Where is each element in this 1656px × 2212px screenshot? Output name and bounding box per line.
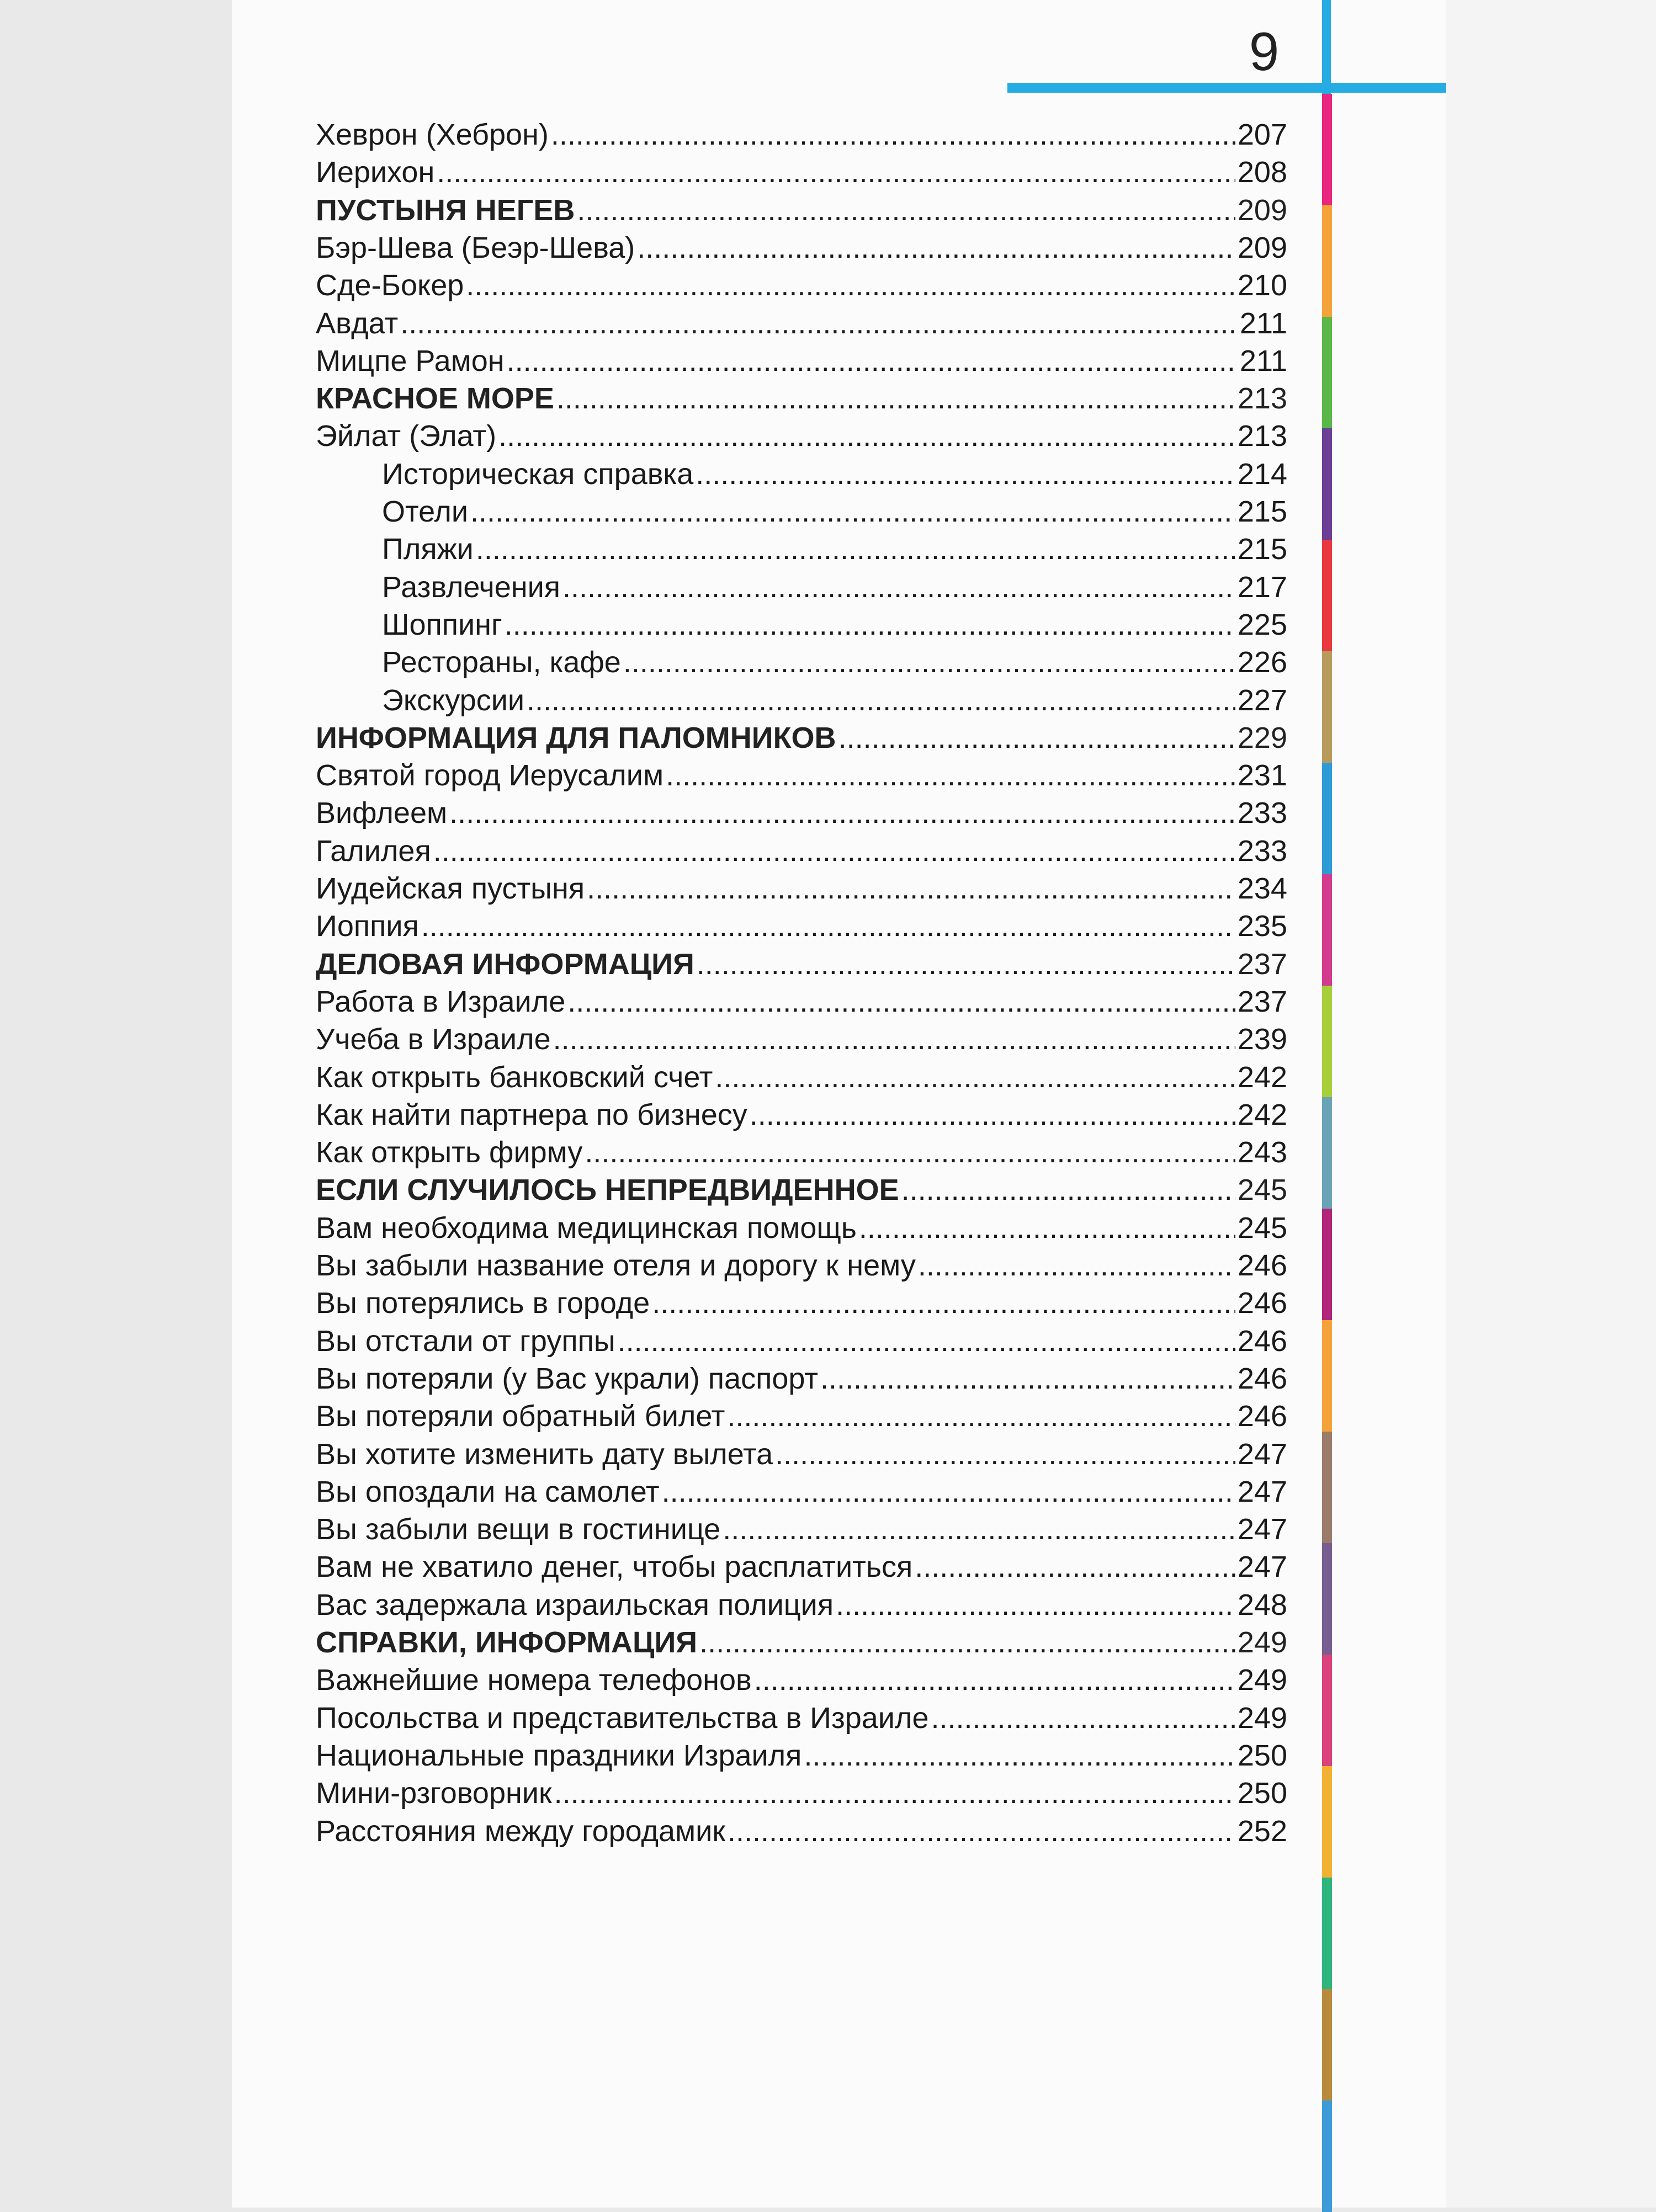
toc-entry-title: Галилея (316, 834, 431, 868)
toc-entry (316, 1134, 1287, 1171)
toc-entry-page: 246 (1237, 1400, 1287, 1433)
toc-entry-title: Сде-Бокер (316, 269, 464, 302)
toc-entry (316, 1096, 1287, 1134)
toc-entry-title: ЕСЛИ СЛУЧИЛОСЬ НЕПРЕДВИДЕННОЕ (316, 1173, 899, 1207)
toc-entry-page: 237 (1237, 985, 1287, 1018)
dot-leader (696, 455, 1235, 493)
toc-entry (316, 1397, 1287, 1435)
color-tab (1322, 1097, 1332, 1209)
dot-leader (527, 682, 1235, 719)
toc-entry (316, 153, 1287, 191)
toc-entry-page: 250 (1237, 1777, 1287, 1810)
toc-section-heading (316, 1171, 1287, 1209)
dot-leader (723, 1511, 1235, 1548)
toc-entry-title: Вы хотите изменить дату вылета (316, 1437, 773, 1471)
toc-entry (316, 682, 1287, 719)
toc-entry-title: КРАСНОЕ МОРЕ (316, 382, 554, 416)
dot-leader (498, 417, 1235, 455)
toc-entry (316, 530, 1287, 568)
dot-leader (666, 757, 1235, 794)
toc-entry-title: ПУСТЫНЯ НЕГЕВ (316, 193, 575, 227)
toc-entry-title: Бэр-Шева (Беэр-Шева) (316, 231, 635, 264)
dot-leader (697, 945, 1235, 983)
toc-entry-page: 227 (1237, 683, 1287, 717)
dot-leader (820, 1360, 1235, 1397)
toc-section-heading (316, 719, 1287, 757)
color-tab (1322, 651, 1332, 763)
dot-leader (507, 342, 1238, 380)
toc-entry-page: 213 (1237, 419, 1287, 453)
dot-leader (804, 1737, 1235, 1774)
toc-entry-title: Вы забыли название отеля и дорогу к нему (316, 1249, 916, 1282)
toc-entry-page: 210 (1237, 269, 1287, 302)
toc-entry-title: Вы отстали от группы (316, 1324, 615, 1358)
toc-entry-page: 245 (1237, 1211, 1287, 1245)
toc-entry-page: 214 (1237, 457, 1287, 491)
toc-entry (316, 1737, 1287, 1774)
toc-entry (316, 229, 1287, 267)
toc-entry (316, 1209, 1287, 1247)
dot-leader (618, 1322, 1235, 1360)
toc-entry-page: 247 (1237, 1437, 1287, 1471)
toc-entry-title: Эйлат (Элат) (316, 419, 497, 453)
dot-leader (585, 1134, 1235, 1171)
toc-entry-title: ДЕЛОВАЯ ИНФОРМАЦИЯ (316, 947, 694, 981)
toc-entry-page: 225 (1237, 608, 1287, 641)
dot-leader (400, 305, 1238, 342)
color-tab (1322, 94, 1332, 205)
toc-entry-title: Как открыть банковский счет (316, 1060, 713, 1094)
toc-entry (316, 1247, 1287, 1284)
toc-entry (316, 870, 1287, 907)
color-tab (1322, 540, 1332, 651)
dot-leader (505, 606, 1235, 644)
dot-leader (715, 1059, 1235, 1096)
toc-entry-page: 246 (1237, 1362, 1287, 1395)
toc-entry (316, 1774, 1287, 1812)
dot-leader (931, 1699, 1235, 1737)
toc-entry-title: Мицпе Рамон (316, 344, 505, 377)
toc-entry-title: Учеба в Израиле (316, 1023, 551, 1056)
toc-entry-page: 215 (1237, 495, 1287, 528)
toc-entry-title: Развлечения (382, 570, 560, 604)
toc-entry (316, 1473, 1287, 1511)
color-tab (1322, 1766, 1332, 1878)
toc-entry-title: Иудейская пустыня (316, 872, 585, 905)
toc-entry-page: 235 (1237, 910, 1287, 943)
toc-entry-page: 217 (1237, 570, 1287, 604)
toc-entry-title: Вифлеем (316, 796, 448, 830)
color-tab (1322, 205, 1332, 317)
toc-entry-page: 209 (1237, 193, 1287, 227)
toc-entry (316, 568, 1287, 606)
toc-entry-page: 234 (1237, 872, 1287, 905)
toc-entry (316, 267, 1287, 304)
dot-leader (662, 1473, 1235, 1511)
dot-leader (915, 1548, 1235, 1586)
toc-entry-title: Святой город Иерусалим (316, 759, 664, 793)
color-tab (1322, 317, 1332, 428)
page-margin (1446, 0, 1656, 2208)
color-tab (1322, 2101, 1332, 2212)
dot-leader (623, 644, 1235, 681)
dot-leader (637, 229, 1235, 267)
toc-entry-page: 249 (1237, 1626, 1287, 1659)
dot-leader (476, 530, 1235, 568)
dot-leader (901, 1171, 1235, 1209)
dot-leader (577, 192, 1235, 229)
toc-entry (316, 1586, 1287, 1624)
toc-entry-title: Шоппинг (382, 608, 502, 641)
toc-entry-title: Как найти партнера по бизнесу (316, 1098, 747, 1131)
toc-entry-page: 207 (1237, 118, 1287, 151)
toc-entry-page: 242 (1237, 1060, 1287, 1094)
dot-leader (652, 1284, 1235, 1322)
toc-entry-title: Важнейшие номера телефонов (316, 1663, 752, 1697)
toc-entry (316, 417, 1287, 455)
toc-entry (316, 1812, 1287, 1850)
toc-entry-page: 252 (1237, 1814, 1287, 1848)
dot-leader (554, 1774, 1235, 1812)
toc-entry-title: Хеврон (Хеброн) (316, 118, 549, 151)
toc-entry-page: 233 (1237, 796, 1287, 830)
dot-leader (836, 1586, 1235, 1624)
toc-entry-title: Отели (382, 495, 469, 528)
toc-entry (316, 1661, 1287, 1699)
toc-entry-page: 237 (1237, 947, 1287, 981)
toc-entry-title: Вы потеряли (у Вас украли) паспорт (316, 1362, 818, 1395)
color-tab (1322, 1543, 1332, 1655)
toc-entry (316, 1435, 1287, 1473)
toc-entry-title: Вам не хватило денег, чтобы расплатиться (316, 1550, 913, 1584)
toc-entry (316, 1059, 1287, 1096)
toc-entry-page: 248 (1237, 1588, 1287, 1621)
dot-leader (470, 493, 1235, 530)
toc-entry (316, 1360, 1287, 1397)
toc-entry-title: Посольства и представительства в Израиле (316, 1701, 929, 1735)
dot-leader (433, 832, 1235, 870)
color-tab (1322, 1655, 1332, 1766)
toc-entry-title: Вы забыли вещи в гостинице (316, 1513, 721, 1546)
toc-entry-title: Вы опоздали на самолет (316, 1475, 660, 1508)
toc-entry-page: 246 (1237, 1324, 1287, 1358)
toc-entry-page: 233 (1237, 834, 1287, 868)
dot-leader (466, 267, 1235, 304)
dot-leader (421, 907, 1235, 945)
toc-entry-page: 243 (1237, 1136, 1287, 1169)
toc-entry-page: 215 (1237, 533, 1287, 566)
toc-entry (316, 1284, 1287, 1322)
toc-entry (316, 794, 1287, 832)
color-tab (1322, 428, 1332, 540)
toc-entry (316, 606, 1287, 644)
dot-leader (699, 1624, 1235, 1661)
toc-entry (316, 493, 1287, 530)
toc-entry (316, 1699, 1287, 1737)
toc-entry-page: 242 (1237, 1098, 1287, 1131)
toc-entry-title: Вы потеряли обратный билет (316, 1400, 725, 1433)
toc-entry-title: Расстояния между городамик (316, 1814, 725, 1848)
toc-entry-page: 246 (1237, 1249, 1287, 1282)
toc-entry-title: Вам необходима медицинская помощь (316, 1211, 857, 1245)
toc-section-heading (316, 192, 1287, 229)
toc-entry-page: 250 (1237, 1738, 1287, 1772)
toc-entry-page: 247 (1237, 1550, 1287, 1584)
toc-entry-page: 213 (1237, 382, 1287, 416)
dot-leader (553, 1020, 1235, 1058)
dot-leader (728, 1812, 1235, 1850)
toc-entry (316, 1322, 1287, 1360)
dot-leader (775, 1435, 1235, 1473)
toc-entry-title: Вас задержала израильская полиция (316, 1588, 834, 1621)
toc-entry-page: 245 (1237, 1173, 1287, 1207)
color-tab (1322, 1989, 1332, 2101)
toc-entry-title: ИНФОРМАЦИЯ ДЛЯ ПАЛОМНИКОВ (316, 721, 836, 754)
toc-section-heading (316, 380, 1287, 417)
toc-entry-title: Работа в Израиле (316, 985, 566, 1018)
toc-entry-title: Авдат (316, 306, 399, 340)
toc-entry-title: Иерихон (316, 156, 435, 189)
toc-section-heading (316, 1624, 1287, 1661)
color-tab (1322, 1432, 1332, 1543)
toc-entry-page: 208 (1237, 156, 1287, 189)
toc-entry-title: Национальные праздники Израиля (316, 1738, 802, 1772)
toc-entry-page: 246 (1237, 1286, 1287, 1320)
toc-entry (316, 832, 1287, 870)
toc-entry-title: Мини-рзговорник (316, 1777, 552, 1810)
dot-leader (437, 153, 1235, 191)
toc-entry (316, 1511, 1287, 1548)
color-tab (1322, 763, 1332, 874)
toc-entry-title: СПРАВКИ, ИНФОРМАЦИЯ (316, 1626, 698, 1659)
page-number: 9 (1249, 21, 1280, 82)
dot-leader (587, 870, 1235, 907)
toc-entry-page: 249 (1237, 1701, 1287, 1735)
toc-section-heading (316, 945, 1287, 983)
color-tab-strip (1322, 94, 1332, 2208)
toc-entry (316, 644, 1287, 681)
toc-entry (316, 1020, 1287, 1058)
toc-entry (316, 305, 1287, 342)
toc-entry-page: 249 (1237, 1663, 1287, 1697)
color-tab (1322, 874, 1332, 986)
dot-leader (918, 1247, 1235, 1284)
toc-entry-page: 209 (1237, 231, 1287, 264)
toc-entry (316, 983, 1287, 1020)
toc-entry-page: 231 (1237, 759, 1287, 793)
dot-leader (727, 1397, 1235, 1435)
color-tab (1322, 1320, 1332, 1432)
dot-leader (556, 380, 1235, 417)
dot-leader (551, 116, 1235, 153)
dot-leader (838, 719, 1235, 757)
toc-entry-title: Вы потерялись в городе (316, 1286, 650, 1320)
dot-leader (754, 1661, 1235, 1699)
color-tab (1322, 986, 1332, 1097)
toc-entry-title: Экскурсии (382, 683, 525, 717)
toc-entry-title: Рестораны, кафе (382, 646, 621, 679)
toc-entry-page: 247 (1237, 1475, 1287, 1508)
dot-leader (859, 1209, 1235, 1247)
dot-leader (449, 794, 1235, 832)
color-tab (1322, 1209, 1332, 1320)
dot-leader (750, 1096, 1235, 1134)
toc-entry (316, 757, 1287, 794)
toc-entry-page: 247 (1237, 1513, 1287, 1546)
header-vertical-rule (1322, 0, 1331, 94)
toc-entry (316, 342, 1287, 380)
toc-entry-title: Как открыть фирму (316, 1136, 583, 1169)
toc-entry-page: 226 (1237, 646, 1287, 679)
toc-entry-page: 239 (1237, 1023, 1287, 1056)
dot-leader (562, 568, 1235, 606)
toc-entry (316, 1548, 1287, 1586)
toc-entry (316, 116, 1287, 153)
toc-entry-title: Пляжи (382, 533, 474, 566)
toc-entry-title: Иоппия (316, 910, 419, 943)
toc-entry-page: 229 (1237, 721, 1287, 754)
dot-leader (567, 983, 1235, 1020)
color-tab (1322, 1878, 1332, 1989)
toc-entry-title: Историческая справка (382, 457, 694, 491)
toc-entry-page: 211 (1239, 344, 1287, 377)
header-rule (1007, 83, 1446, 93)
toc-entry (316, 907, 1287, 945)
toc-entry (316, 455, 1287, 493)
toc-entry-page: 211 (1239, 306, 1287, 340)
